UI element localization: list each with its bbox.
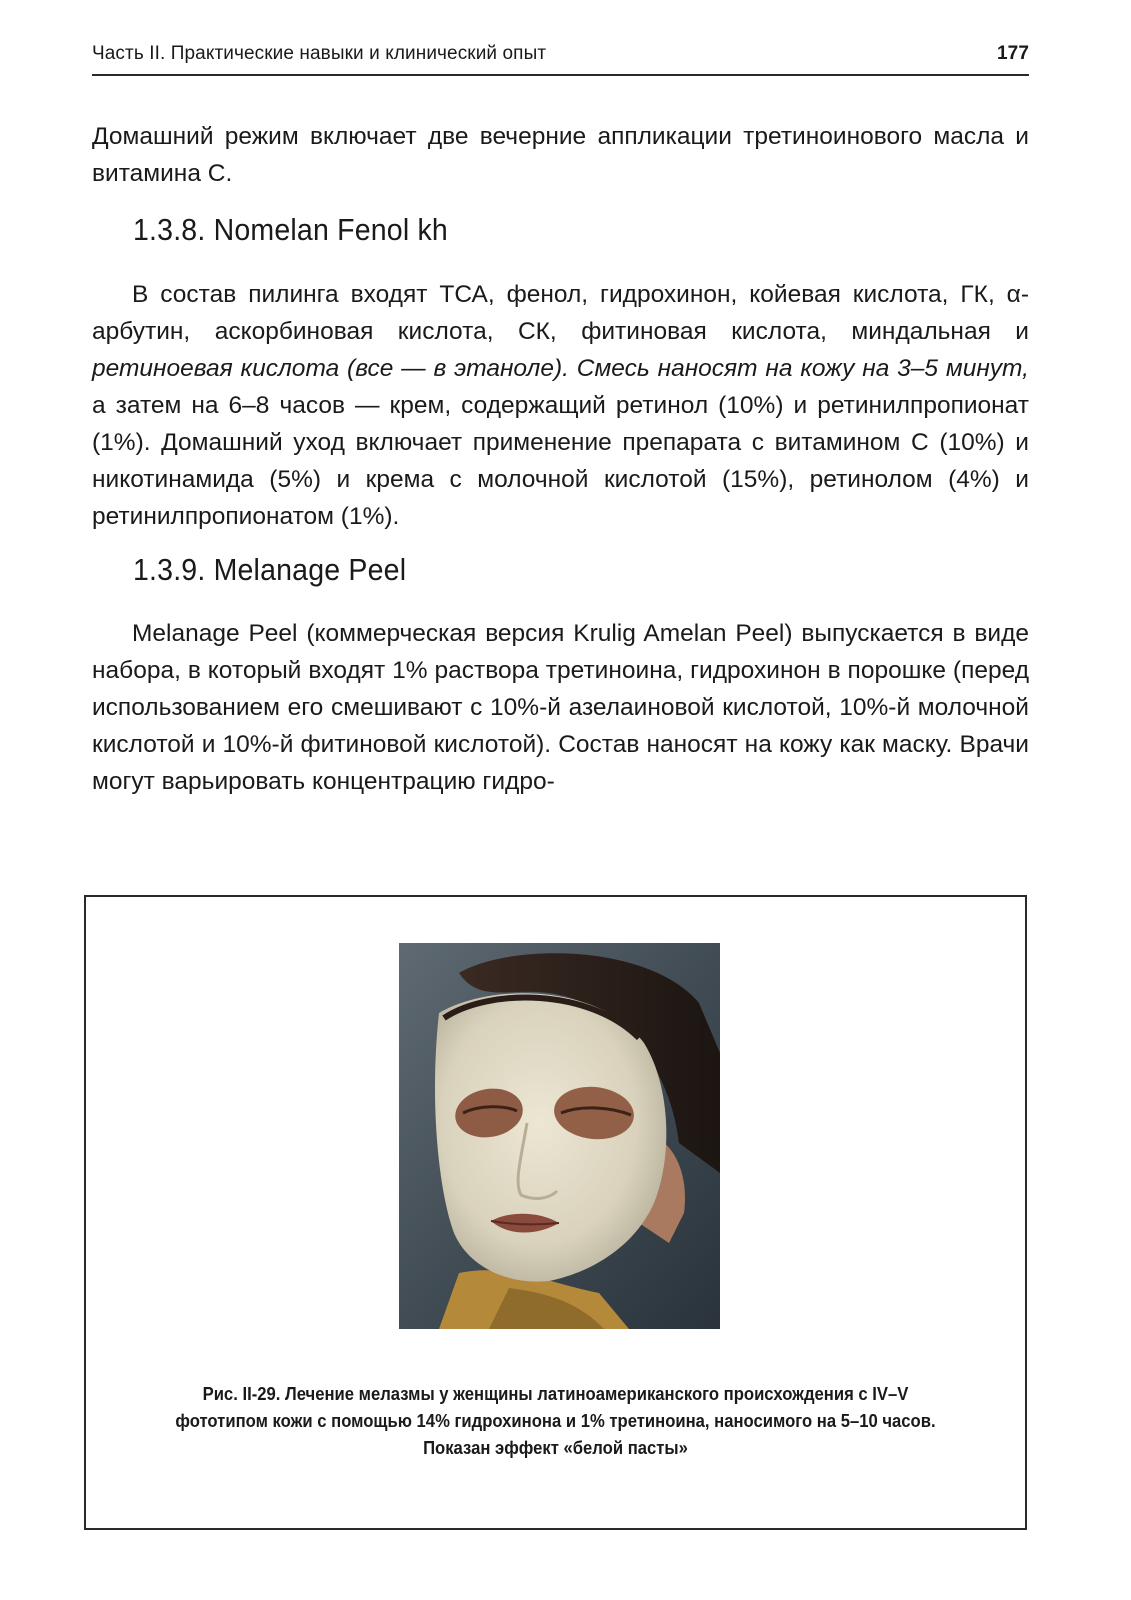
section-heading-1-3-8: 1.3.8. Nomelan Fenol kh xyxy=(133,212,448,247)
running-header xyxy=(92,34,1029,76)
section-1-3-8-text-part1: В состав пилинга входят ТСА, фенол, гидрохинон, койевая кислота, ГК, α-арбутин, аскорбиновая кислота, СК, фитиновая кислота, миндальная и xyxy=(92,281,1029,345)
figure-caption-text: Лечение мелазмы у женщины латиноамериканского происхождения с IV–V фототипом кожи с помощью 14% гидрохинона и 1% третиноина, наносимого на 5–10 часов. Показан эффект «белой пасты» xyxy=(175,1383,936,1458)
figure-caption xyxy=(169,1380,942,1461)
section-1-3-8-text-italic: ретиноевая кислота (все — в этаноле). Смесь наносят на кожу на 3–5 минут, xyxy=(92,355,1029,382)
figure-frame xyxy=(84,895,1027,1530)
section-1-3-9-paragraph xyxy=(92,615,1029,800)
section-heading-1-3-9: 1.3.9. Melanage Peel xyxy=(133,552,407,587)
face-mask-illustration xyxy=(399,943,720,1329)
intro-paragraph xyxy=(92,118,1029,192)
section-1-3-9-text: Melanage Peel (коммерческая версия Krulig Amelan Peel) выпускается в виде набора, в который входят 1% раствора третиноина, гидрохинон в порошке (перед использованием его смешивают с 10%-й азелаиновой кислотой, 10%-й молочной кислотой и 10%-й фитиновой кислотой). Состав наносят на кожу как маску. Врачи могут варьировать концентрацию гидро- xyxy=(92,620,1029,795)
page-number: 177 xyxy=(996,43,1029,64)
section-1-3-8-paragraph xyxy=(92,276,1029,535)
figure-photo xyxy=(399,943,720,1329)
figure-caption-label: Рис. II-29. xyxy=(202,1383,281,1404)
section-1-3-8-text-part2: а затем на 6–8 часов — крем, содержащий ретинол (10%) и ретинилпропионат (1%). Домашний уход включает применение препарата с витамином С (10%) и никотинамида (5%) и крема с молочной кислотой (15%), ретинолом (4%) и ретинилпропионатом (1%). xyxy=(92,392,1029,530)
running-title: Часть II. Практические навыки и клинический опыт xyxy=(92,43,547,64)
intro-paragraph-text: Домашний режим включает две вечерние аппликации третиноинового масла и витамина С. xyxy=(92,123,1029,187)
